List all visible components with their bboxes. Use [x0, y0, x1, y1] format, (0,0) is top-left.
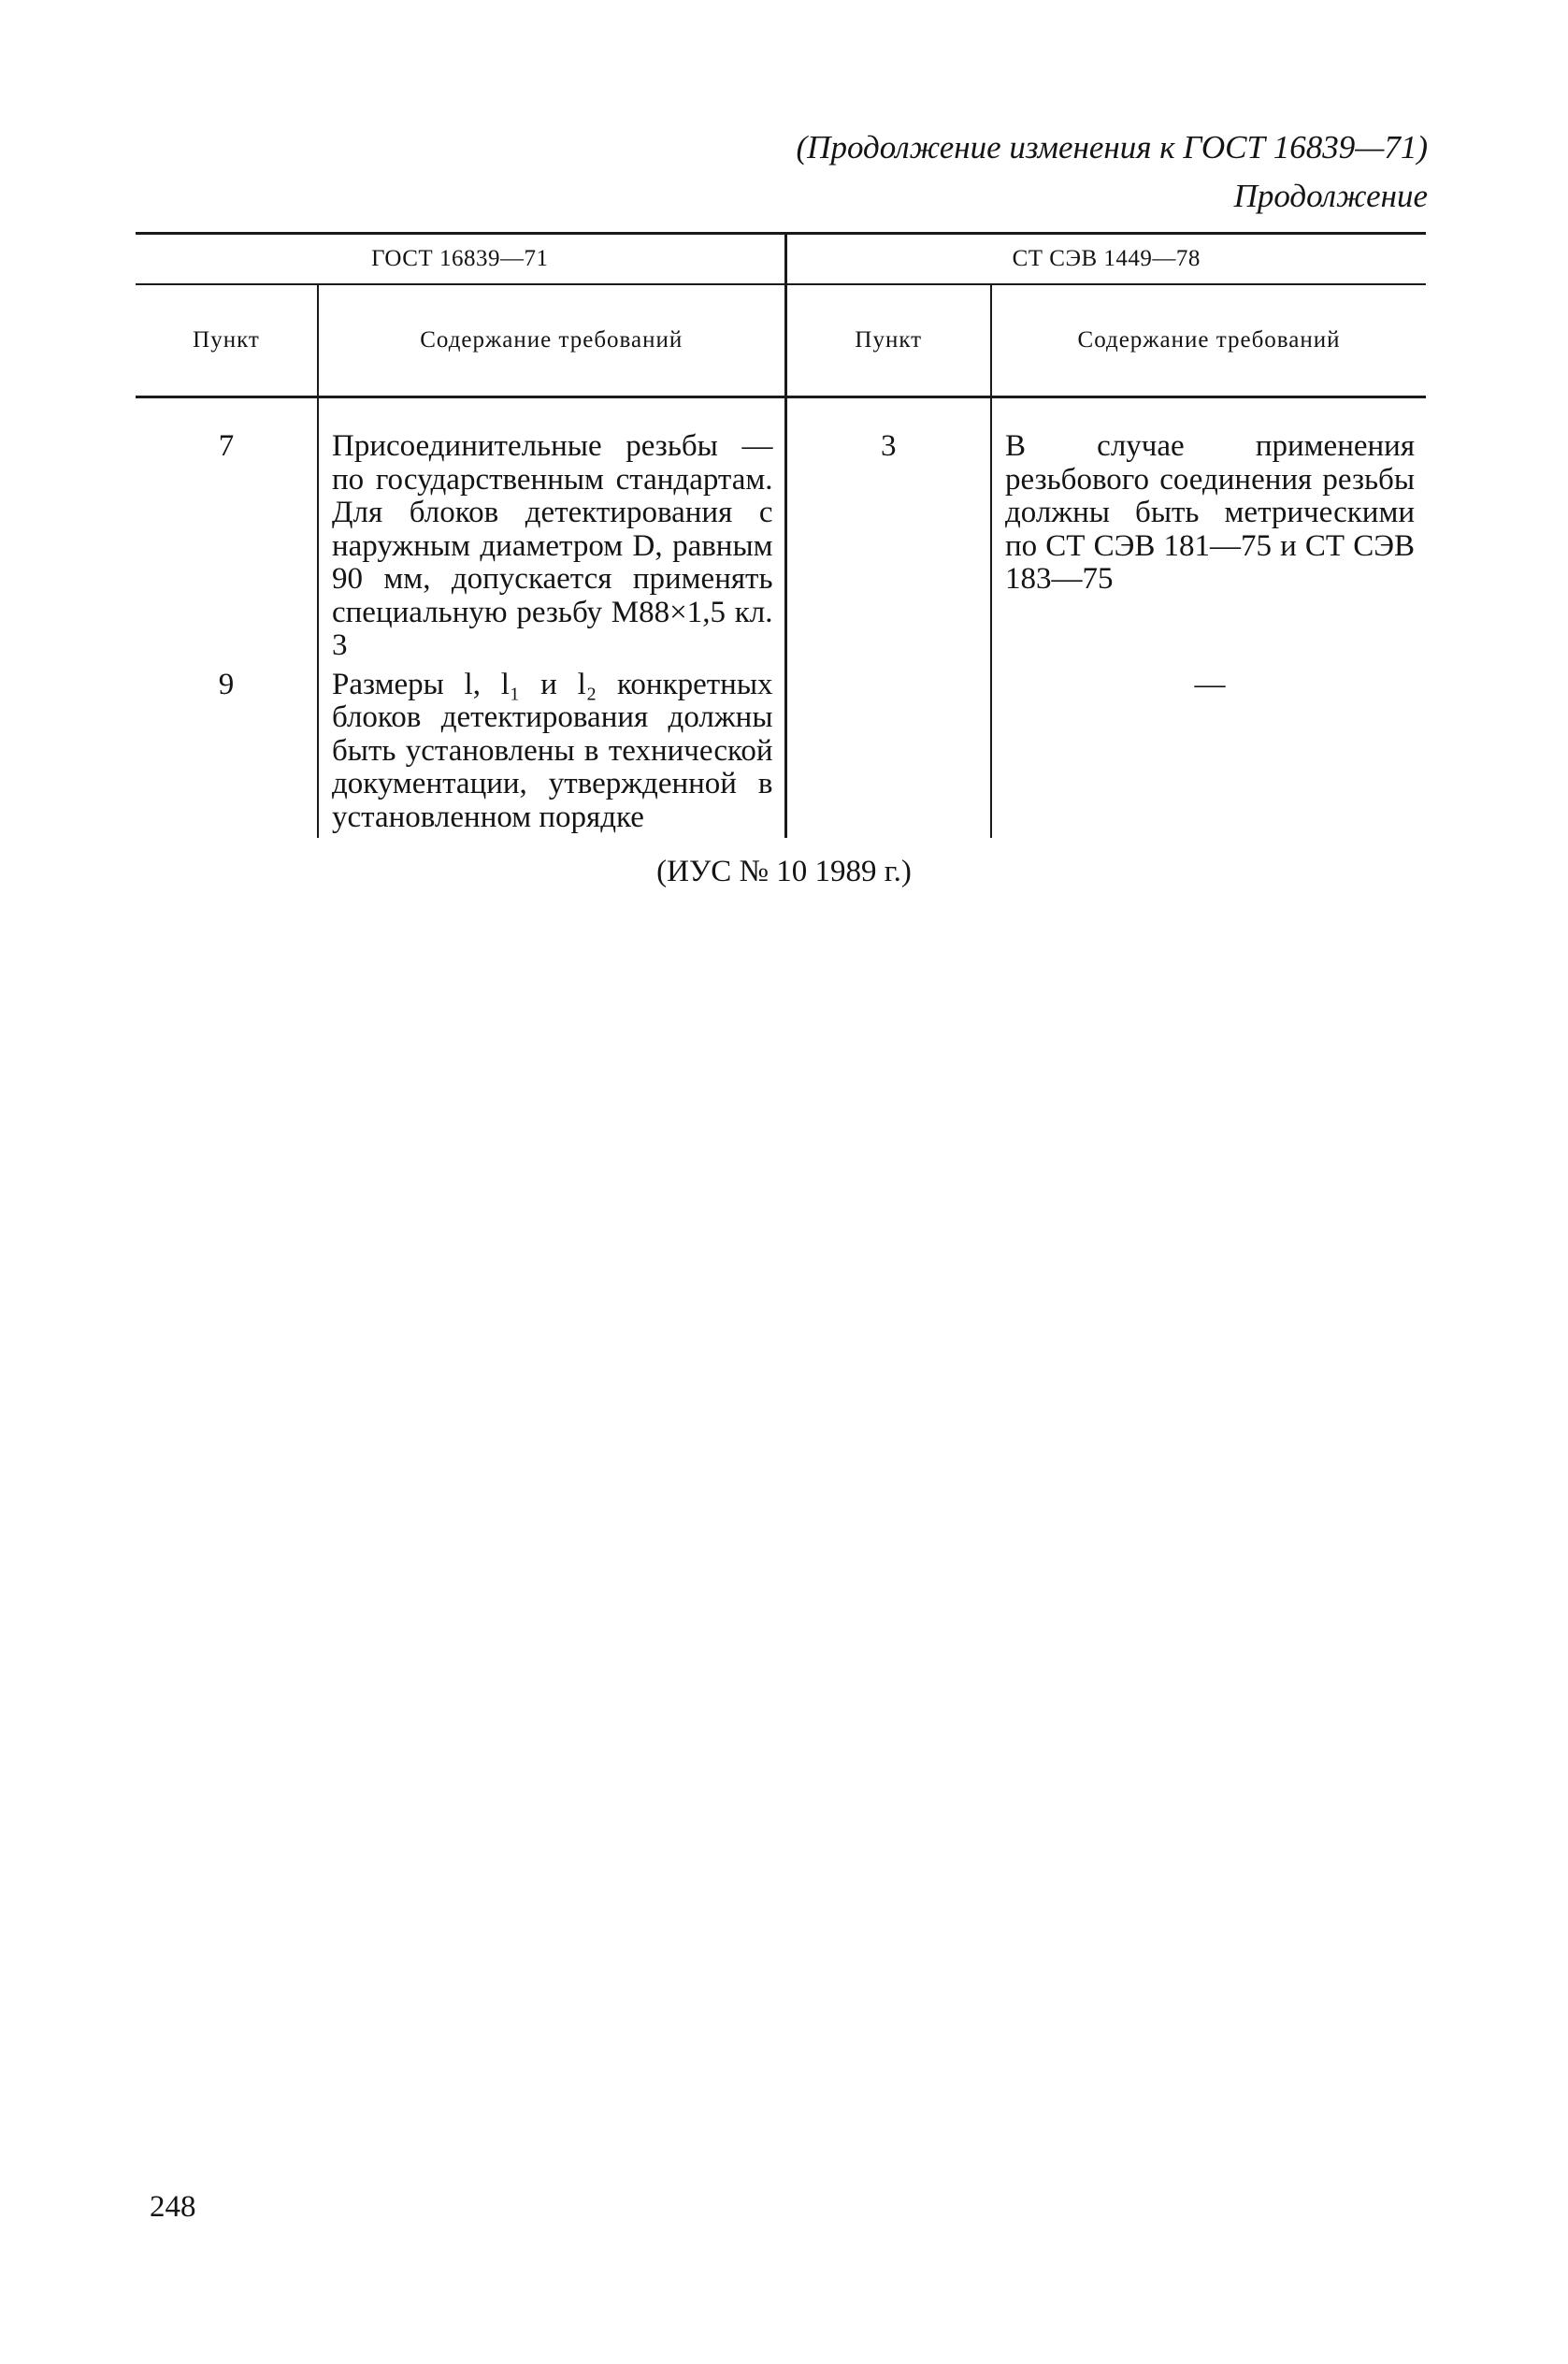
continuation-subheader: Продолжение	[1233, 178, 1428, 214]
continuation-header: (Продолжение изменения к ГОСТ 16839—71)	[796, 129, 1428, 166]
gost-item-number: 7	[218, 429, 235, 463]
column-header-content-sev: Содержание требований	[991, 284, 1426, 397]
column-header-content: Содержание требований	[318, 284, 785, 397]
gost-requirement-text: Присоединительные резьбы — по государственным стандартам. Для блоков детектирования с наружным диаметром D, равным 90 мм, допускается применять специальную резьбу М88×1,5 кл. 3	[332, 429, 773, 662]
sev-item-number	[785, 663, 991, 839]
table-row	[136, 397, 1426, 663]
amendment-source-note: (ИУС № 10 1989 г.)	[656, 855, 912, 888]
column-header-item: Пункт	[136, 284, 318, 397]
sev-requirement-text: В случае применения резьбового соединения резьбы должны быть метрическими по СТ СЭВ 181—75 и СТ СЭВ 183—75	[1005, 429, 1416, 596]
table-column-header	[136, 284, 1426, 397]
sev-requirement-cell	[991, 397, 1426, 663]
gost-requirement-text: Размеры l, l₁ и l₂ конкретных блоков детектирования должны быть установлены в технической документации, утвержденной в установленном порядке	[332, 667, 773, 834]
gost-item-number: 9	[218, 667, 235, 701]
sev-requirement-dash: —	[991, 663, 1426, 839]
column-header-item-sev: Пункт	[785, 284, 991, 397]
page-number: 248	[150, 2190, 196, 2224]
comparison-table	[136, 232, 1426, 838]
gost-requirement-cell	[318, 397, 785, 663]
table-row	[136, 663, 1426, 839]
group-header-gost: ГОСТ 16839—71	[136, 234, 785, 285]
sev-item-number: 3	[785, 397, 991, 663]
group-header-sev: СТ СЭВ 1449—78	[785, 234, 1426, 285]
gost-requirement-cell	[318, 663, 785, 839]
table-group-header	[136, 234, 1426, 285]
